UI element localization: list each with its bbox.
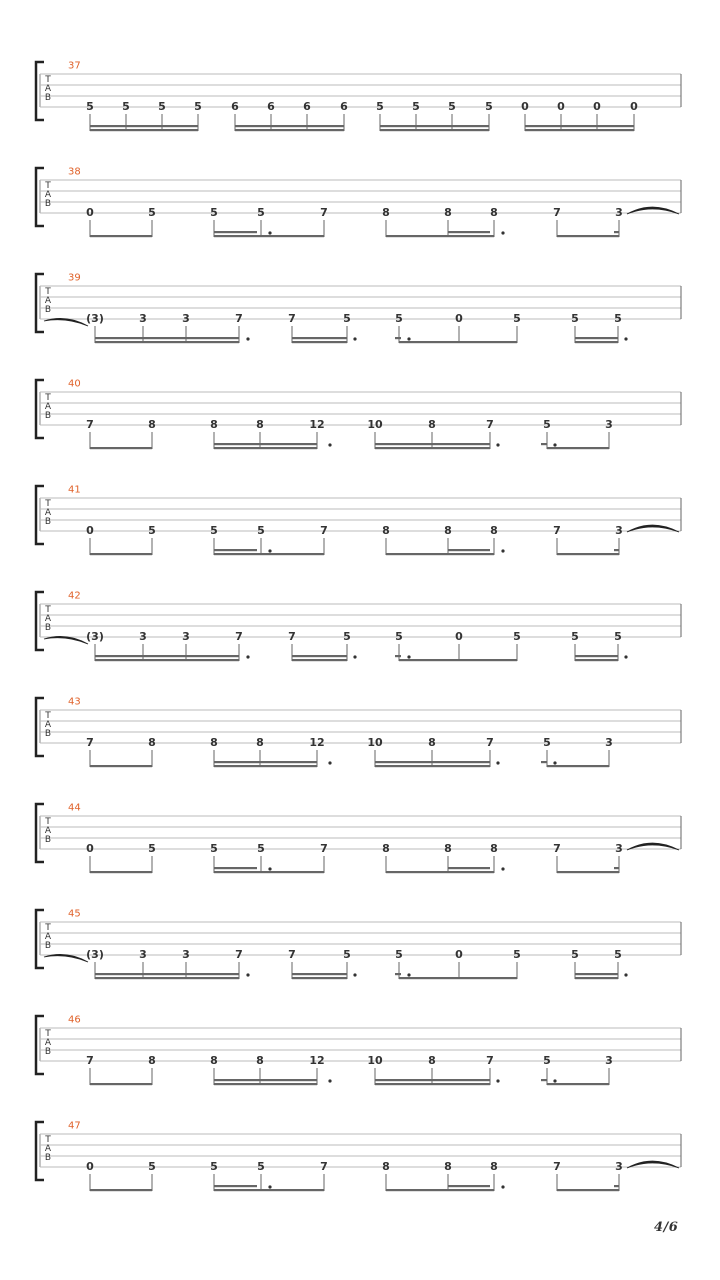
beam (90, 553, 152, 555)
beam (95, 977, 239, 979)
tab-clef-letter: B (44, 623, 52, 633)
measure-46 (0, 1012, 720, 1118)
fret-number: 5 (614, 312, 622, 325)
fret-number: 12 (309, 1054, 325, 1067)
beam (214, 447, 317, 449)
rhythm-dot (353, 655, 356, 658)
beam (386, 553, 494, 555)
fret-number: 7 (86, 736, 94, 749)
partial-beam (214, 231, 257, 233)
fret-number: 5 (614, 630, 622, 643)
measure-number: 39 (68, 272, 81, 284)
tab-clef-letter: B (44, 1153, 52, 1163)
fret-number: 0 (593, 100, 601, 113)
fret-number: 5 (122, 100, 130, 113)
fret-number: 0 (630, 100, 638, 113)
fret-number: 8 (210, 1054, 218, 1067)
tab-clef-letter: T (45, 923, 51, 933)
rhythm-dot (553, 761, 556, 764)
fret-number: 8 (490, 206, 498, 219)
partial-beam (214, 1185, 257, 1187)
beam-stub (614, 231, 619, 233)
fret-number: 5 (210, 842, 218, 855)
measure-37 (0, 58, 720, 164)
tab-clef-letter: T (45, 181, 51, 191)
fret-number: 7 (553, 206, 561, 219)
beam-secondary (375, 1079, 490, 1081)
beam (90, 765, 152, 767)
tab-clef-letter: B (44, 199, 52, 209)
tab-clef-letter: A (44, 190, 52, 200)
fret-number: 7 (86, 418, 94, 431)
fret-number: 3 (182, 630, 190, 643)
rhythm-dot (407, 973, 410, 976)
fret-number: 8 (148, 736, 156, 749)
fret-number: 8 (256, 1054, 264, 1067)
tab-clef-letter: A (44, 932, 52, 942)
measure-45 (0, 906, 720, 1012)
rhythm-dot (501, 549, 504, 552)
tie-arc-incoming (44, 636, 88, 644)
tab-clef-letter: A (44, 508, 52, 518)
measure-44 (0, 800, 720, 906)
fret-number: 5 (448, 100, 456, 113)
beam (214, 553, 324, 555)
fret-number: (3) (86, 312, 104, 325)
fret-number: 8 (148, 1054, 156, 1067)
beam (525, 129, 634, 131)
rhythm-dot (553, 443, 556, 446)
tab-clef-letter: T (45, 1029, 51, 1039)
fret-number: 6 (340, 100, 348, 113)
tie-arc-incoming (44, 318, 88, 326)
beam (375, 1083, 490, 1085)
beam (90, 1083, 152, 1085)
fret-number: 8 (490, 842, 498, 855)
measure-number: 47 (68, 1120, 81, 1132)
rhythm-dot (353, 337, 356, 340)
beam-secondary (380, 125, 489, 127)
fret-number: 7 (486, 736, 494, 749)
rhythm-dot (353, 973, 356, 976)
beam (214, 871, 324, 873)
rhythm-dot (501, 867, 504, 870)
tab-clef-letter: T (45, 817, 51, 827)
fret-number: 5 (543, 736, 551, 749)
fret-number: 7 (235, 312, 243, 325)
beam (292, 659, 347, 661)
measure-staff-svg (0, 376, 720, 482)
rhythm-dot (407, 655, 410, 658)
fret-number: 7 (320, 842, 328, 855)
measure-47 (0, 1118, 720, 1224)
fret-number: 5 (158, 100, 166, 113)
measure-41 (0, 482, 720, 588)
rhythm-dot (553, 1079, 556, 1082)
fret-number: 0 (557, 100, 565, 113)
partial-beam (448, 231, 490, 233)
rhythm-dot (268, 1185, 271, 1188)
fret-number: 7 (235, 630, 243, 643)
fret-number: (3) (86, 948, 104, 961)
tab-clef-letter: T (45, 75, 51, 85)
beam-secondary (95, 973, 239, 975)
beam-stub (541, 1079, 547, 1081)
fret-number: 3 (605, 736, 613, 749)
measure-number: 45 (68, 908, 81, 920)
rhythm-dot (268, 867, 271, 870)
measure-number: 43 (68, 696, 81, 708)
fret-number: 5 (343, 630, 351, 643)
beam-stub (614, 1185, 619, 1187)
fret-number: 5 (571, 948, 579, 961)
rhythm-dot (624, 337, 627, 340)
beam (95, 659, 239, 661)
fret-number: 7 (320, 524, 328, 537)
beam (90, 1189, 152, 1191)
rhythm-dot (501, 1185, 504, 1188)
beam-secondary (214, 443, 317, 445)
beam (386, 1189, 494, 1191)
tab-clef-letter: B (44, 411, 52, 421)
beam (90, 447, 152, 449)
fret-number: 3 (615, 206, 623, 219)
beam (386, 235, 494, 237)
beam (575, 659, 618, 661)
rhythm-dot (328, 761, 331, 764)
beam-stub (395, 655, 401, 657)
fret-number: 5 (148, 524, 156, 537)
fret-number: 8 (382, 1160, 390, 1173)
fret-number: 3 (615, 1160, 623, 1173)
beam-secondary (575, 337, 618, 339)
fret-number: 7 (320, 1160, 328, 1173)
beam (557, 1189, 619, 1191)
fret-number: 7 (288, 948, 296, 961)
fret-number: 7 (320, 206, 328, 219)
fret-number: 5 (257, 1160, 265, 1173)
measure-39 (0, 270, 720, 376)
fret-number: 5 (513, 312, 521, 325)
fret-number: 5 (210, 206, 218, 219)
beam-secondary (214, 761, 317, 763)
tab-clef-letter: T (45, 711, 51, 721)
rhythm-dot (268, 231, 271, 234)
measure-staff-svg (0, 482, 720, 588)
fret-number: 5 (257, 842, 265, 855)
fret-number: 8 (444, 842, 452, 855)
fret-number: 5 (412, 100, 420, 113)
measure-staff-svg (0, 1012, 720, 1118)
fret-number: 3 (139, 630, 147, 643)
tab-clef-letter: A (44, 614, 52, 624)
fret-number: 6 (267, 100, 275, 113)
fret-number: 7 (553, 842, 561, 855)
fret-number: 3 (605, 1054, 613, 1067)
fret-number: 5 (571, 312, 579, 325)
tab-clef-letter: A (44, 84, 52, 94)
fret-number: 5 (210, 1160, 218, 1173)
beam (547, 765, 609, 767)
beam-secondary (375, 443, 490, 445)
fret-number: 5 (194, 100, 202, 113)
fret-number: 5 (148, 206, 156, 219)
fret-number: 10 (367, 418, 383, 431)
measure-number: 40 (68, 378, 81, 390)
tie-arc-incoming (44, 954, 88, 962)
fret-number: 6 (231, 100, 239, 113)
tab-clef-letter: B (44, 941, 52, 951)
beam (380, 129, 489, 131)
fret-number: 0 (86, 1160, 94, 1173)
fret-number: 5 (148, 842, 156, 855)
beam-secondary (292, 337, 347, 339)
fret-number: 0 (455, 312, 463, 325)
fret-number: 3 (605, 418, 613, 431)
beam-stub (614, 867, 619, 869)
fret-number: 8 (428, 418, 436, 431)
beam-secondary (375, 761, 490, 763)
partial-beam (448, 1185, 490, 1187)
fret-number: 5 (543, 418, 551, 431)
page-number: 4/6 (654, 1220, 679, 1235)
rhythm-dot (246, 337, 249, 340)
tab-clef-letter: A (44, 402, 52, 412)
measure-40 (0, 376, 720, 482)
beam (399, 341, 517, 343)
beam (90, 871, 152, 873)
tab-clef-letter: A (44, 296, 52, 306)
beam (214, 1189, 324, 1191)
fret-number: 8 (148, 418, 156, 431)
fret-number: 8 (444, 1160, 452, 1173)
beam (375, 765, 490, 767)
beam-secondary (575, 655, 618, 657)
fret-number: 8 (382, 206, 390, 219)
beam-secondary (292, 973, 347, 975)
tab-clef-letter: A (44, 1038, 52, 1048)
partial-beam (448, 549, 490, 551)
fret-number: 6 (303, 100, 311, 113)
beam (95, 341, 239, 343)
fret-number: 0 (86, 524, 94, 537)
fret-number: 5 (376, 100, 384, 113)
beam (575, 341, 618, 343)
fret-number: 7 (288, 630, 296, 643)
beam (547, 447, 609, 449)
tab-clef-letter: T (45, 499, 51, 509)
tab-clef-letter: T (45, 1135, 51, 1145)
fret-number: 5 (343, 948, 351, 961)
fret-number: 5 (343, 312, 351, 325)
fret-number: 8 (444, 206, 452, 219)
fret-number: 5 (571, 630, 579, 643)
measure-staff-svg (0, 1118, 720, 1224)
beam-stub (541, 761, 547, 763)
tab-clef-letter: B (44, 517, 52, 527)
fret-number: 8 (428, 1054, 436, 1067)
beam (399, 977, 517, 979)
measure-number: 41 (68, 484, 81, 496)
beam (292, 341, 347, 343)
beam (90, 129, 198, 131)
fret-number: 8 (210, 418, 218, 431)
measure-number: 44 (68, 802, 81, 814)
fret-number: 7 (486, 418, 494, 431)
beam (375, 447, 490, 449)
fret-number: 8 (382, 842, 390, 855)
fret-number: 3 (615, 842, 623, 855)
beam (90, 235, 152, 237)
measure-number: 37 (68, 60, 81, 72)
fret-number: 5 (395, 948, 403, 961)
rhythm-dot (496, 1079, 499, 1082)
tab-clef-letter: A (44, 826, 52, 836)
beam-stub (395, 337, 401, 339)
beam-secondary (525, 125, 634, 127)
fret-number: 3 (182, 312, 190, 325)
fret-number: 7 (553, 524, 561, 537)
fret-number: 12 (309, 418, 325, 431)
tab-clef-letter: T (45, 287, 51, 297)
fret-number: 5 (513, 630, 521, 643)
beam (214, 765, 317, 767)
fret-number: 7 (86, 1054, 94, 1067)
beam (557, 871, 619, 873)
partial-beam (214, 549, 257, 551)
fret-number: 8 (428, 736, 436, 749)
measure-number: 46 (68, 1014, 81, 1026)
fret-number: 8 (444, 524, 452, 537)
fret-number: 5 (257, 524, 265, 537)
measure-staff-svg (0, 800, 720, 906)
fret-number: 0 (455, 948, 463, 961)
fret-number: 0 (86, 842, 94, 855)
fret-number: 5 (513, 948, 521, 961)
fret-number: 7 (486, 1054, 494, 1067)
beam (386, 871, 494, 873)
measure-number: 38 (68, 166, 81, 178)
beam (399, 659, 517, 661)
fret-number: (3) (86, 630, 104, 643)
fret-number: 5 (148, 1160, 156, 1173)
rhythm-dot (624, 973, 627, 976)
tab-clef-letter: B (44, 729, 52, 739)
fret-number: 5 (86, 100, 94, 113)
fret-number: 7 (235, 948, 243, 961)
fret-number: 3 (139, 948, 147, 961)
measure-staff-svg (0, 58, 720, 164)
beam-secondary (90, 125, 198, 127)
measure-staff-svg (0, 694, 720, 800)
fret-number: 0 (455, 630, 463, 643)
fret-number: 5 (257, 206, 265, 219)
fret-number: 3 (182, 948, 190, 961)
fret-number: 5 (543, 1054, 551, 1067)
fret-number: 8 (490, 1160, 498, 1173)
fret-number: 8 (256, 418, 264, 431)
beam (557, 553, 619, 555)
beam-secondary (292, 655, 347, 657)
measure-staff-svg (0, 588, 720, 694)
measure-staff-svg (0, 164, 720, 270)
tab-clef-letter: B (44, 93, 52, 103)
rhythm-dot (496, 443, 499, 446)
beam-stub (541, 443, 547, 445)
measure-38 (0, 164, 720, 270)
fret-number: 5 (485, 100, 493, 113)
beam-stub (395, 973, 401, 975)
fret-number: 5 (395, 630, 403, 643)
fret-number: 0 (521, 100, 529, 113)
partial-beam (448, 867, 490, 869)
tab-clef-letter: T (45, 605, 51, 615)
fret-number: 8 (210, 736, 218, 749)
fret-number: 10 (367, 736, 383, 749)
fret-number: 8 (490, 524, 498, 537)
beam-secondary (95, 655, 239, 657)
fret-number: 3 (615, 524, 623, 537)
beam (214, 1083, 317, 1085)
fret-number: 0 (86, 206, 94, 219)
fret-number: 12 (309, 736, 325, 749)
tab-clef-letter: A (44, 1144, 52, 1154)
measure-staff-svg (0, 270, 720, 376)
beam (214, 235, 324, 237)
rhythm-dot (624, 655, 627, 658)
measure-42 (0, 588, 720, 694)
tab-clef-letter: B (44, 1047, 52, 1057)
partial-beam (214, 867, 257, 869)
beam-secondary (214, 1079, 317, 1081)
measure-staff-svg (0, 906, 720, 1012)
rhythm-dot (246, 973, 249, 976)
fret-number: 5 (210, 524, 218, 537)
rhythm-dot (501, 231, 504, 234)
measure-number: 42 (68, 590, 81, 602)
beam (557, 235, 619, 237)
fret-number: 7 (288, 312, 296, 325)
fret-number: 10 (367, 1054, 383, 1067)
beam (292, 977, 347, 979)
fret-number: 5 (614, 948, 622, 961)
beam-secondary (235, 125, 344, 127)
beam-secondary (575, 973, 618, 975)
rhythm-dot (496, 761, 499, 764)
beam (235, 129, 344, 131)
fret-number: 5 (395, 312, 403, 325)
beam (575, 977, 618, 979)
beam (547, 1083, 609, 1085)
tab-clef-letter: B (44, 835, 52, 845)
tab-clef-letter: A (44, 720, 52, 730)
fret-number: 8 (382, 524, 390, 537)
rhythm-dot (328, 1079, 331, 1082)
tab-clef-letter: T (45, 393, 51, 403)
rhythm-dot (246, 655, 249, 658)
rhythm-dot (328, 443, 331, 446)
tab-clef-letter: B (44, 305, 52, 315)
beam-stub (614, 549, 619, 551)
fret-number: 7 (553, 1160, 561, 1173)
measure-43 (0, 694, 720, 800)
fret-number: 3 (139, 312, 147, 325)
beam-secondary (95, 337, 239, 339)
fret-number: 8 (256, 736, 264, 749)
rhythm-dot (407, 337, 410, 340)
rhythm-dot (268, 549, 271, 552)
